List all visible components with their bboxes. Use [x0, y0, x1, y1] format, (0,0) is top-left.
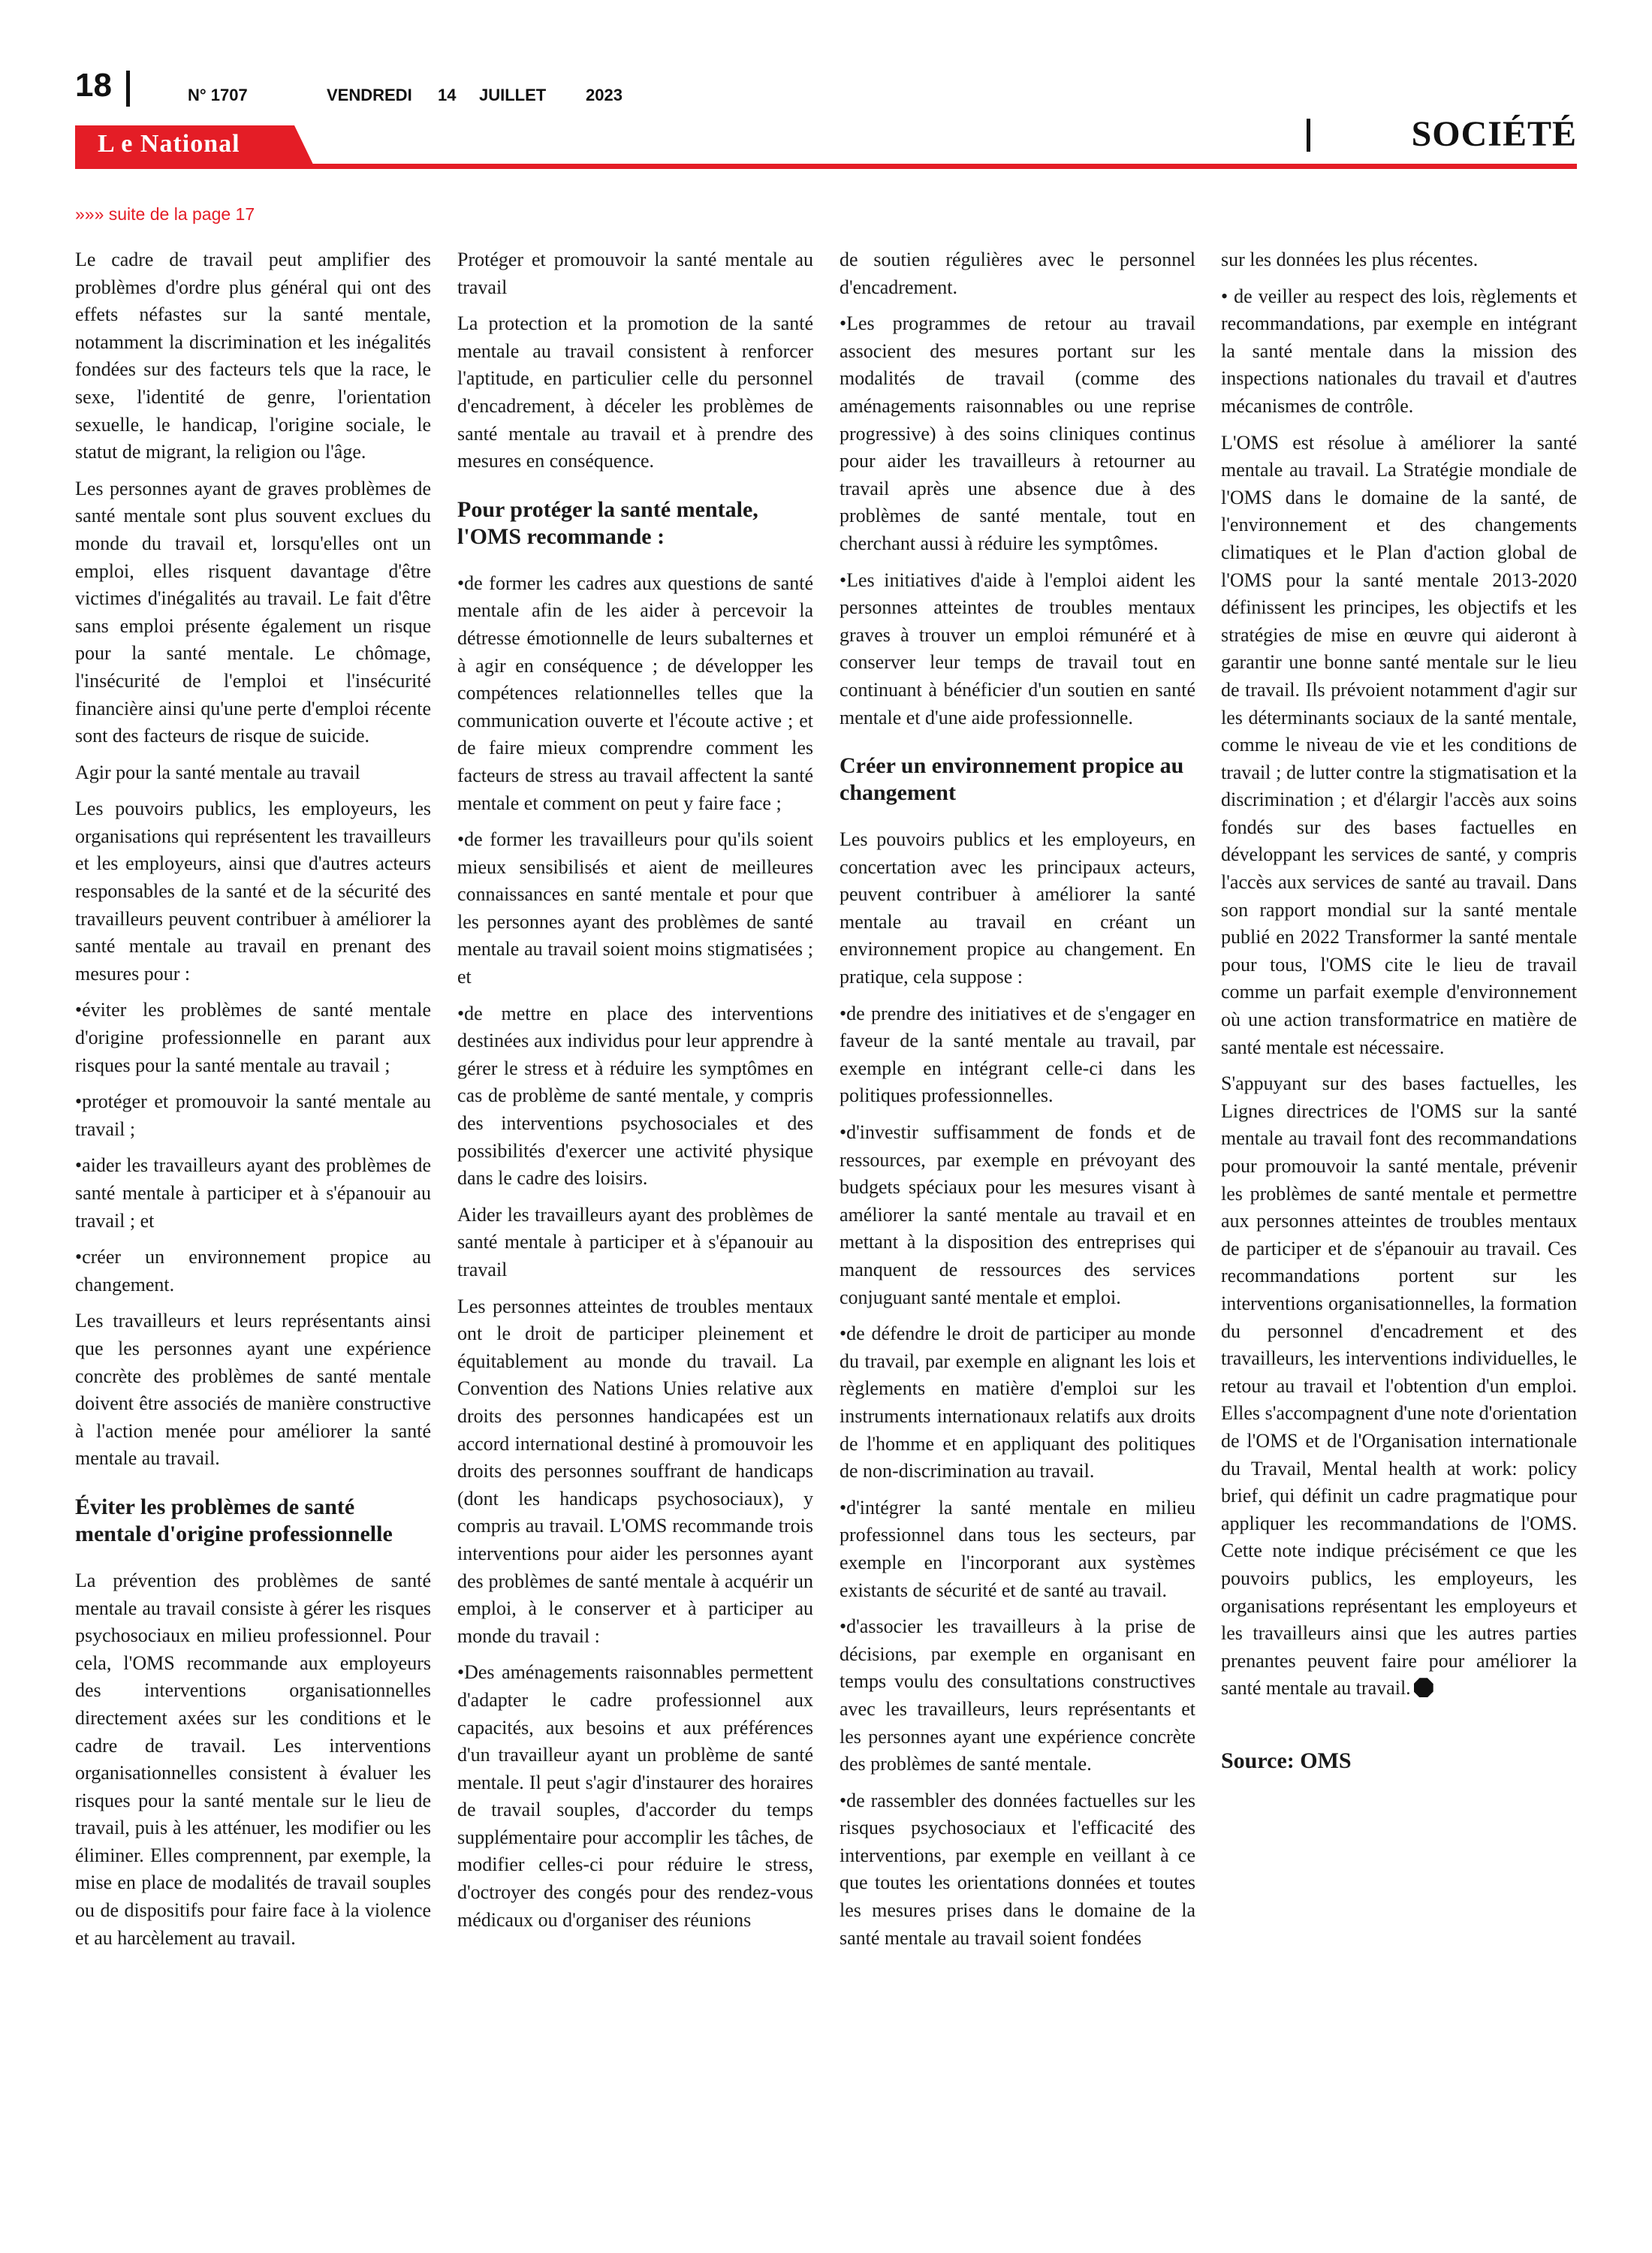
paragraph-text: Le cadre de travail peut amplifier des problèmes d'ordre plus général qui ont des effets néfastes sur la santé mentale, notamment la discrimination et les inégalités fondées sur des facteurs tels que la race, le sexe, l'identité de genre, l'orientation sexuelle, le handicap, l'origine sociale, le statut de migrant, la religion ou l'âge.: [75, 249, 431, 463]
article-paragraph: [840, 310, 1195, 557]
paragraph-text: Les travailleurs et leurs représentants ainsi que les personnes ayant une expérience concrète des problèmes de santé mentale doivent être associés de manière constructive à l'action menée pour améliorer la santé mentale au travail.: [75, 1310, 431, 1470]
paragraph-text: Source: OMS: [1221, 1748, 1352, 1773]
paragraph-text: sur les données les plus récentes.: [1221, 249, 1479, 270]
paragraph-text: Les pouvoirs publics et les employeurs, en concertation avec les principaux acteurs, peuvent contribuer à améliorer la santé mentale au travail en créant un environnement propice au changement. En pratique, cela suppose :: [840, 828, 1195, 988]
paragraph-text: •d'associer les travailleurs à la prise de décisions, par exemple en organisant en temps voulu des consultations constructives avec les travailleurs, leurs représentants et les personnes ayant une expérience concrète des problèmes de santé mentale.: [840, 1615, 1195, 1775]
paragraph-text: •de rassembler des données factuelles sur les risques psychosociaux et l'efficacité des interventions, par exemple en veillant à ce que toutes les orientations données et toutes les mesures prises dans le domaine de la santé mentale au travail soient fondées: [840, 1789, 1195, 1949]
date-day: VENDREDI: [327, 86, 412, 104]
article-paragraph: [75, 1567, 431, 1952]
article-paragraph: [75, 997, 431, 1079]
paragraph-text: •aider les travailleurs ayant des problèmes de santé mentale à participer et à s'épanouir au travail ; et: [75, 1154, 431, 1232]
article-paragraph: [840, 1000, 1195, 1110]
article-paragraph: [457, 310, 813, 475]
article-paragraph: [840, 1320, 1195, 1485]
article-paragraph: [457, 826, 813, 991]
article-paragraph: [840, 826, 1195, 991]
article-paragraph: [457, 1293, 813, 1651]
paper-name: L e National: [98, 130, 240, 158]
article-column-4: [1221, 246, 1577, 1784]
article-paragraph: [1221, 430, 1577, 1062]
continued-from: »»» suite de la page 17: [75, 204, 255, 224]
paragraph-text: •Des aménagements raisonnables permettent d'adapter le cadre professionnel aux capacités, aux besoins et aux préférences d'un travailleur ayant un problème de santé mentale. Il peut s'agir d'instaurer des horaires de travail souples, d'accorder du temps supplémentaire pour accomplir les tâches, de modifier celles-ci pour réduire le stress, d'octroyer des congés pour des rendez-vous médicaux ou d'organiser des réunions: [457, 1661, 813, 1931]
article-paragraph: [75, 795, 431, 988]
paragraph-text: •créer un environnement propice au changement.: [75, 1246, 431, 1295]
article-paragraph: [75, 246, 431, 466]
paragraph-text: Les pouvoirs publics, les employeurs, les organisations qui représentent les travailleurs et les employeurs, ainsi que d'autres acteurs responsables de la santé et de la sécurité des travailleurs peuvent contribuer à améliorer la santé mentale au travail en prenant des mesures pour :: [75, 798, 431, 985]
paragraph-text: •éviter les problèmes de santé mentale d'origine professionnelle en parant aux risques pour la santé mentale au travail ;: [75, 999, 431, 1076]
paragraph-text: •d'intégrer la santé mentale en milieu professionnel dans tous les secteurs, par exemple en l'incorporant aux systèmes existants de sécurité et de santé au travail.: [840, 1496, 1195, 1601]
article-paragraph: [457, 570, 813, 817]
article-column-1: [75, 246, 431, 1961]
article-paragraph: [840, 1494, 1195, 1604]
date-number: 14: [438, 86, 457, 104]
paragraph-text: •Les initiatives d'aide à l'emploi aident les personnes atteintes de troubles mentaux graves à trouver un emploi rémunéré et à conserver leur temps de travail tout en continuant à bénéficier d'un soutien en santé mentale et d'une aide professionnelle.: [840, 569, 1195, 728]
date-year: 2023: [586, 86, 623, 104]
page-header: [75, 68, 1577, 180]
paragraph-text: •Les programmes de retour au travail associent des mesures portant sur les modalités de travail (comme des aménagements raisonnables ou une reprise progressive) à des soins cliniques continus pour aider les travailleurs à retourner au travail après une absence due à des problèmes de santé mentale, tout en cherchant aussi à réduire les symptômes.: [840, 312, 1195, 554]
paragraph-text: •de prendre des initiatives et de s'engager en faveur de la santé mentale au travail, par exemple en intégrant celle-ci dans les politiques professionnelles.: [840, 1002, 1195, 1107]
article-paragraph: [1221, 1070, 1577, 1703]
page-number: 18: [75, 67, 112, 104]
date-month: JUILLET: [479, 86, 547, 104]
paragraph-text: La prévention des problèmes de santé mentale au travail consiste à gérer les risques psychosociaux en milieu professionnel. Pour cela, l'OMS recommande aux employeurs des interventions organisationnelles directement axées sur les conditions et le cadre de travail. Les interventions organisationnelles consistent à évaluer les risques pour la santé mentale sur le lieu de travail, puis à les atténuer, les modifier ou les éliminer. Elles comprennent, par exemple, la mise en place de modalités de travail souples ou de dispositifs pour faire face à la violence et au harcèlement au travail.: [75, 1569, 431, 1949]
article-paragraph: [457, 246, 813, 301]
paragraph-text: Agir pour la santé mentale au travail: [75, 761, 360, 783]
article-paragraph: [840, 1119, 1195, 1311]
paragraph-text: •de défendre le droit de participer au monde du travail, par exemple en alignant les lois et règlements en matière d'emploi sur les instruments internationaux relatifs aux droits de l'homme et en appliquant des politiques de non-discrimination au travail.: [840, 1323, 1195, 1482]
article-paragraph: [75, 1088, 431, 1143]
paragraph-text: •protéger et promouvoir la santé mentale au travail ;: [75, 1090, 431, 1140]
paragraph-text: • de veiller au respect des lois, règlements et recommandations, par exemple en intégrant la santé mentale dans la mission des inspections nationales du travail et d'autres mécanismes de contrôle.: [1221, 285, 1577, 417]
article-paragraph: [840, 567, 1195, 732]
article-paragraph: [75, 1152, 431, 1235]
article-column-2: [457, 246, 813, 1943]
section-heading: [840, 753, 1195, 807]
paragraph-text: de soutien régulières avec le personnel d'encadrement.: [840, 249, 1195, 298]
paragraph-text: Les personnes atteintes de troubles mentaux ont le droit de participer pleinement et équitablement au monde du travail. La Convention des Nations Unies relative aux droits des personnes handicapées est un accord international destiné à promouvoir les droits des personnes souffrant de handicaps (dont les handicaps psychosociaux), y compris au travail. L'OMS recommande trois interventions pour aider les personnes ayant des problèmes de santé mentale à acquérir un emploi, à le conserver et à participer au monde du travail :: [457, 1295, 813, 1647]
paragraph-text: •de mettre en place des interventions destinées aux individus pour leur apprendre à gérer le stress et à réduire les symptômes en cas de problème de santé mentale, y compris des interventions psychosociales et des possibilités d'exercer une activité physique dans le cadre des loisirs.: [457, 1002, 813, 1190]
paragraph-text: Éviter les problèmes de santé mentale d'origine professionnelle: [75, 1494, 393, 1546]
section-title: SOCIÉTÉ: [1411, 114, 1577, 154]
paragraph-text: S'appuyant sur des bases factuelles, les Lignes directrices de l'OMS sur la santé mentale au travail font des recommandations pour promouvoir la santé mentale, prévenir les problèmes de santé mentale et permettre aux personnes atteintes de troubles mentaux de participer et de s'épanouir au travail. Ces recommandations portent sur les interventions organisationnelles, la formation du personnel d'encadrement et des travailleurs, les interventions individuelles, le retour au travail et l'obtention d'un emploi. Elles s'accompagnent d'une note d'orientation de l'OMS et de l'Organisation internationale du Travail, Mental health at work: policy brief, qui définit un cadre pragmatique pour appliquer les recommandations de l'OMS. Cette note indique précisément ce que les pouvoirs publics, les employeurs, les organisations représentant les employeurs et les travailleurs ainsi que les autres parties prenantes peuvent faire pour améliorer la santé mentale au travail.: [1221, 1072, 1577, 1700]
paragraph-text: Créer un environnement propice au changement: [840, 753, 1184, 806]
article-paragraph: [840, 1787, 1195, 1953]
article-paragraph: [1221, 283, 1577, 421]
article-paragraph: [1221, 246, 1577, 274]
article-paragraph: [75, 759, 431, 787]
article-paragraph: [457, 1202, 813, 1284]
paragraph-text: •de former les travailleurs pour qu'ils soient mieux sensibilisés et aient de meilleures connaissances en santé mentale et pour que les personnes ayant des problèmes de santé mentale au travail soient moins stigmatisées ; et: [457, 828, 813, 988]
article-paragraph: [457, 1659, 813, 1934]
article-paragraph: [75, 1307, 431, 1473]
section-divider: [1307, 119, 1310, 152]
paragraph-text: Pour protéger la santé mentale, l'OMS recommande :: [457, 496, 758, 549]
page-number-divider: [126, 71, 130, 107]
article-paragraph: [840, 1613, 1195, 1778]
article-source: [1221, 1748, 1577, 1775]
paragraph-text: •d'investir suffisamment de fonds et de ressources, par exemple en prévoyant des budgets spéciaux pour les mesures visant à améliorer la santé mentale au travail et en mettant à la disposition des entreprises qui manquent de ressources des services conjuguant santé mentale et emploi.: [840, 1121, 1195, 1308]
section-heading: [75, 1494, 431, 1548]
paragraph-text: Protéger et promouvoir la santé mentale au travail: [457, 249, 813, 298]
paragraph-text: Les personnes ayant de graves problèmes de santé mentale sont plus souvent exclues du monde du travail et, lorsqu'elles ont un emploi, elles risquent davantage d'être victimes d'inégalités au travail. Le fait d'être sans emploi présente également un risque pour la santé mentale. Le chômage, l'insécurité de l'emploi et l'insécurité financière ainsi qu'une perte d'emploi récente sont des facteurs de risque de suicide.: [75, 477, 431, 747]
end-of-article-icon: [1414, 1678, 1433, 1697]
paragraph-text: L'OMS est résolue à améliorer la santé mentale au travail. La Stratégie mondiale de l'OMS dans le domaine de la santé, de l'environnement et des changements climatiques et le Plan d'action global de l'OMS pour la santé mentale 2013-2020 définissent les principes, les objectifs et les stratégies de mise en œuvre qui aideront à garantir une bonne santé mentale sur le lieu de travail. Ils prévoient notamment d'agir sur les déterminants sociaux de la santé mentale, comme le niveau de vie et les conditions de travail ; de lutter contre la stigmatisation et la discrimination ; et d'élargir l'accès aux soins fondés sur des bases factuelles en développant les services de santé, y compris l'accès aux services de santé au travail. Dans son rapport mondial sur la santé mentale publié en 2022 Transformer la santé mentale pour tous, l'OMS cite le lieu de travail comme un parfait exemple d'environnement où une action transformatrice en matière de santé mentale est nécessaire.: [1221, 431, 1577, 1058]
article-paragraph: [75, 475, 431, 750]
paragraph-text: La protection et la promotion de la santé mentale au travail consistent à renforcer l'aptitude, en particulier celle du personnel d'encadrement, à déceler les problèmes de santé mentale au travail et à prendre des mesures en conséquence.: [457, 312, 813, 472]
article-column-3: [840, 246, 1195, 1961]
article-paragraph: [457, 1000, 813, 1193]
paragraph-text: Aider les travailleurs ayant des problèmes de santé mentale à participer et à s'épanouir au travail: [457, 1203, 813, 1280]
section-heading: [457, 496, 813, 550]
paragraph-text: •de former les cadres aux questions de santé mentale afin de les aider à percevoir la détresse émotionnelle de leurs subalternes et à agir en conséquence ; de développer les compétences relationnelles telles que la communication ouverte et l'écoute active ; et de faire mieux comprendre comment les facteurs de stress au travail affectent la santé mentale et comment on peut y faire face ;: [457, 572, 813, 814]
issue-number: N° 1707: [188, 86, 248, 104]
article-paragraph: [840, 246, 1195, 301]
article-paragraph: [75, 1244, 431, 1298]
